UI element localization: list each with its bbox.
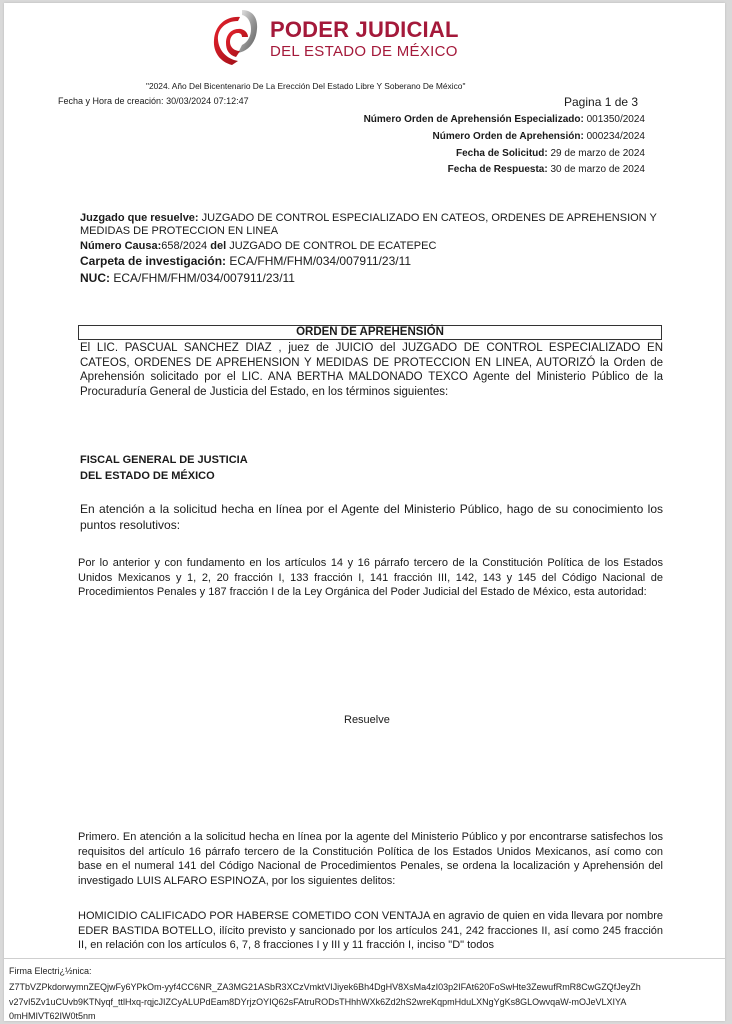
- creation-value: 30/03/2024 07:12:47: [166, 96, 249, 106]
- creation-label: Fecha y Hora de creación:: [58, 96, 164, 106]
- signature-line: 0mHMIVT62IW0t5nm: [9, 1011, 96, 1021]
- logo-title: PODER JUDICIAL: [270, 17, 459, 42]
- recipient-line-2: DEL ESTADO DE MÉXICO: [80, 469, 215, 482]
- creation-timestamp: [58, 96, 249, 106]
- carpeta-value: ECA/FHM/FHM/034/007911/23/11: [229, 254, 412, 268]
- meta-label: Fecha de Respuesta:: [447, 164, 548, 175]
- juzgado-label: Juzgado que resuelve:: [80, 212, 199, 224]
- carpeta-investigacion: [80, 254, 660, 269]
- orden-body: El LIC. PASCUAL SANCHEZ DIAZ , juez de JUICIO del JUZGADO DE CONTROL ESPECIALIZADO EN CATEOS, ORDENES DE APREHENSION Y MEDIDAS DE PROTECCION EN LINEA, AUTORIZÓ la Orden de Aprehensión solicitado por el LIC. ANA BERTHA MALDONADO TEXCO Agente del Ministerio Público de la Procuraduría General de Justicia del Estado, en los términos siguientes:: [80, 342, 663, 399]
- meta-fecha-respuesta: [448, 164, 645, 175]
- primero-paragraph: Primero. En atención a la solicitud hecha en línea por la agente del Ministerio Público y por encontrarse satisfechos los requisitos del artículo 16 párrafo tercero de la Constitución Política de los Estados Unidos Mexicanos, así como con base en el numeral 141 del Código Nacional de Procedimientos Penales, se ordena la localización y Aprehensión del investigado LUIS ALFARO ESPINOZA, por los siguientes delitos:: [78, 831, 663, 887]
- causa-juzgado: JUZGADO DE CONTROL DE ECATEPEC: [229, 240, 437, 252]
- carpeta-label: Carpeta de investigación:: [80, 254, 227, 268]
- fundamento-paragraph: Por lo anterior y con fundamento en los artículos 14 y 16 párrafo tercero de la Constitución Política de los Estados Unidos Mexicanos y 1, 2, 20 fracción I, 133 fracción I, 141 fracción III, 142, 143 y 145 del Código Nacional de Procedimientos Penales y 187 fracción I de la Ley Orgánica del Poder Judicial del Estado de México, esta autoridad:: [78, 557, 663, 598]
- meta-orden-aprehension: [432, 131, 645, 142]
- meta-fecha-solicitud: [456, 148, 645, 159]
- meta-value: 000234/2024: [586, 131, 645, 142]
- meta-label: Número Orden de Aprehensión Especializado:: [363, 114, 584, 125]
- motto-text: "2024. Año Del Bicentenario De La Erección Del Estado Libre Y Soberano De México": [146, 81, 466, 91]
- meta-value: 30 de marzo de 2024: [550, 164, 645, 175]
- recipient: [80, 453, 660, 484]
- recipient-line-1: FISCAL GENERAL DE JUSTICIA: [80, 454, 248, 466]
- logo-subtitle: DEL ESTADO DE MÉXICO: [270, 43, 458, 60]
- numero-causa: [80, 240, 660, 253]
- atencion-paragraph: En atención a la solicitud hecha en línea por el Agente del Ministerio Público, hago de su conocimiento los puntos resolutivos:: [80, 502, 663, 532]
- juzgado-value: JUZGADO DE CONTROL ESPECIALIZADO EN CATEOS, ORDENES DE APREHENSION Y MEDIDAS DE PROTECCION EN LINEA: [80, 212, 657, 237]
- meta-orden-especializado: [364, 114, 645, 125]
- document-page: [4, 3, 725, 1021]
- juzgado-resuelve: [80, 212, 660, 237]
- nuc: [80, 271, 660, 286]
- causa-value: 658/2024: [161, 240, 208, 252]
- signature-divider: [4, 958, 725, 959]
- meta-label: Número Orden de Aprehensión:: [432, 131, 584, 142]
- homicidio-paragraph: HOMICIDIO CALIFICADO POR HABERSE COMETIDO CON VENTAJA en agravio de quien en vida llevara por nombre EDER BASTIDA BOTELLO, ilícito previsto y sancionado por los artículos 241, 242 fracciones II, así como 245 fracción II, en relación con los artículos 6, 7, 8 fracciones I y III y 11 fracción I, inciso "D" todos: [78, 910, 663, 951]
- poder-judicial-emblem-icon: [212, 7, 268, 65]
- meta-value: 29 de marzo de 2024: [550, 148, 645, 159]
- resuelve-heading: Resuelve: [344, 714, 390, 726]
- signature-label: Firma Electri¿½nica:: [9, 966, 92, 976]
- signature-line: v27vI5Zv1uCUvb9KTNyqf_ttlHxq-rqjcJIZCyALUPdEam8DYrjzOYIQ62sFAtruRODsTHhhWXk6Zd2hS2wreKqpmHduLXNgYgKs8GLOwvqaW-mOJeVLXIYA: [9, 997, 627, 1007]
- causa-label: Número Causa:: [80, 240, 162, 252]
- orden-title: ORDEN DE APREHENSIÓN: [78, 325, 662, 340]
- poder-judicial-logo: [212, 7, 462, 65]
- nuc-value: ECA/FHM/FHM/034/007911/23/11: [113, 271, 295, 285]
- causa-del: del: [210, 240, 227, 252]
- meta-value: 001350/2024: [586, 114, 645, 125]
- page-indicator: Pagina 1 de 3: [564, 95, 639, 109]
- meta-label: Fecha de Solicitud:: [456, 148, 548, 159]
- signature-line: Z7TbVZPkdorwymnZEQjwFy6YPkOm-yyf4CC6NR_ZA3MG21ASbR3XCzVmktVIJiyek6Bh4DgHV8XsMa4zI03p2IFAt620FoSwHte3ZewufRmR8CwGZQfJeyZh: [9, 982, 641, 992]
- nuc-label: NUC:: [80, 271, 110, 285]
